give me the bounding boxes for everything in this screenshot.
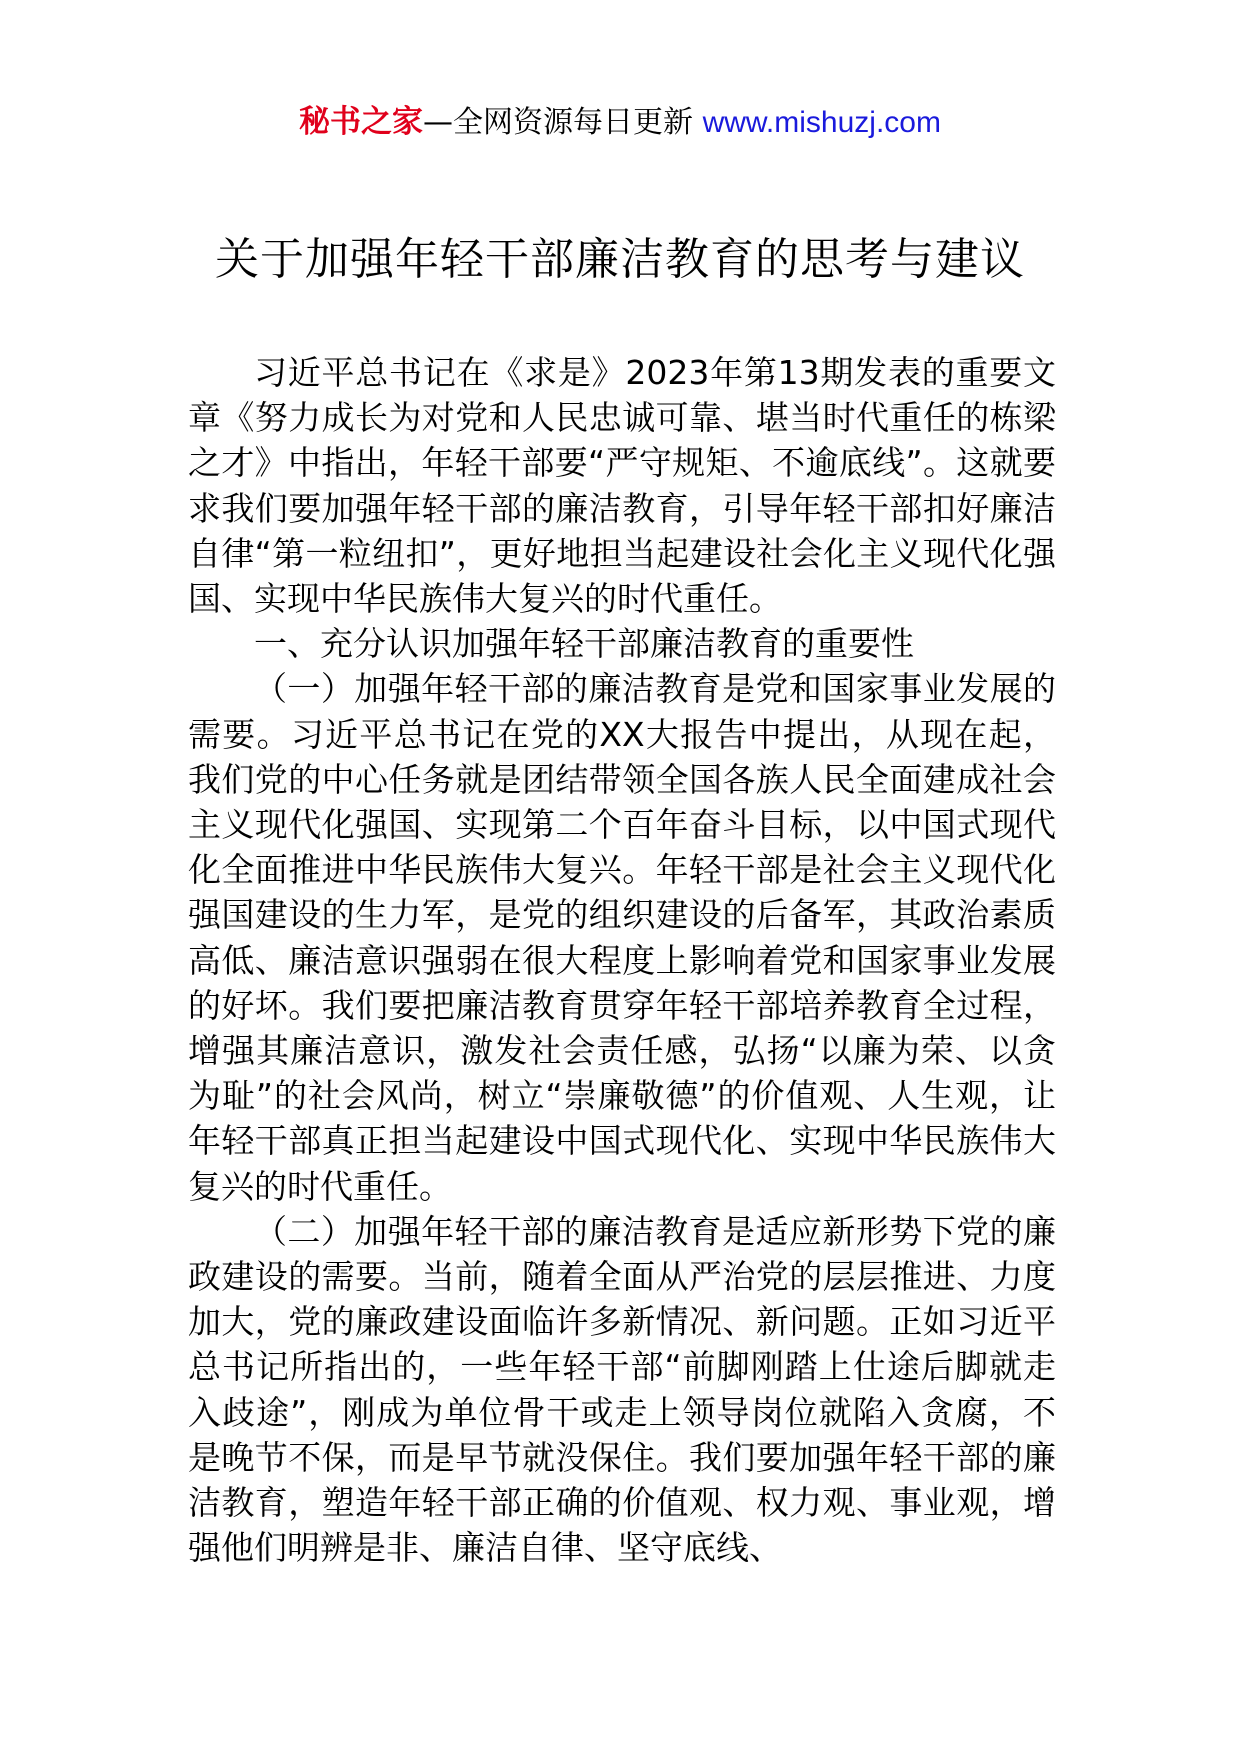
site-tagline: —全网资源每日更新: [423, 105, 694, 140]
paragraph-intro: 习近平总书记在《求是》2023年第13期发表的重要文章《努力成长为对党和人民忠诚可靠、堪当时代重任的栋梁之才》中指出，年轻干部要“严守规矩、不逾底线”。这就要求我们要加强年轻干部的廉洁教育，引导年轻干部扣好廉洁自律“第一粒纽扣”，更好地担当起建设社会化主义现代化强国、实现中华民族伟大复兴的时代重任。: [188, 353, 1056, 619]
site-url-link[interactable]: www.mishuzj.com: [702, 106, 941, 139]
document-body: [188, 350, 1056, 1570]
site-header: [0, 100, 1240, 145]
document-title: 关于加强年轻干部廉洁教育的思考与建议: [215, 234, 1025, 285]
paragraph-subsection-1: （一）加强年轻干部的廉洁教育是党和国家事业发展的需要。习近平总书记在党的XX大报告中提出，从现在起，我们党的中心任务就是团结带领全国各族人民全面建成社会主义现代化强国、实现第二个百年奋斗目标，以中国式现代化全面推进中华民族伟大复兴。年轻干部是社会主义现代化强国建设的生力军，是党的组织建设的后备军，其政治素质高低、廉洁意识强弱在很大程度上影响着党和国家事业发展的好坏。我们要把廉洁教育贯穿年轻干部培养教育全过程，增强其廉洁意识，激发社会责任感，弘扬“以廉为荣、以贪为耻”的社会风尚，树立“崇廉敬德”的价值观、人生观，让年轻干部真正担当起建设中国式现代化、实现中华民族伟大复兴的时代重任。: [188, 669, 1056, 1206]
paragraph-subsection-2: （二）加强年轻干部的廉洁教育是适应新形势下党的廉政建设的需要。当前，随着全面从严治党的层层推进、力度加大，党的廉政建设面临许多新情况、新问题。正如习近平总书记所指出的，一些年轻干部“前脚刚踏上仕途后脚就走入歧途”，刚成为单位骨干或走上领导岗位就陷入贪腐，不是晚节不保，而是早节就没保住。我们要加强年轻干部的廉洁教育，塑造年轻干部正确的价值观、权力观、事业观，增强他们明辨是非、廉洁自律、坚守底线、: [188, 1211, 1056, 1568]
site-brand: 秘书之家: [299, 104, 424, 140]
section-heading-1: 一、充分认识加强年轻干部廉洁教育的重要性: [254, 624, 914, 664]
